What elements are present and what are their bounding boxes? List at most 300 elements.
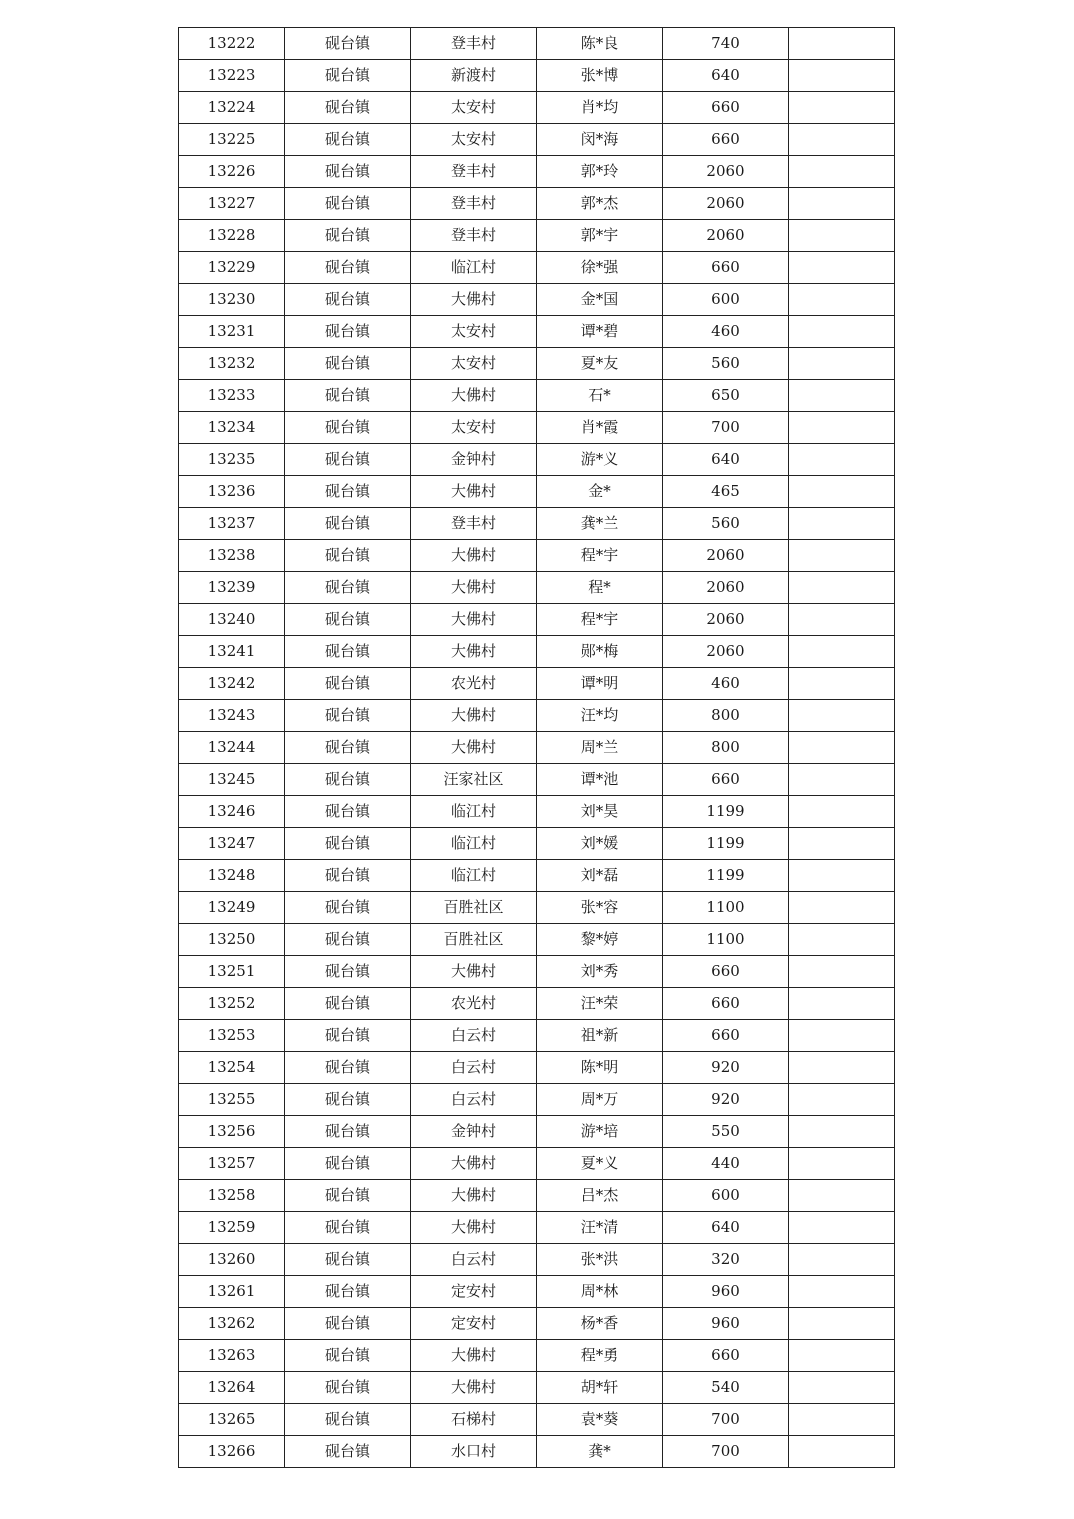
amount-cell: 660 — [663, 1340, 789, 1372]
table-row — [179, 1020, 895, 1052]
village-cell: 太安村 — [411, 92, 537, 124]
amount-cell: 2060 — [663, 220, 789, 252]
person-name-cell: 龚*兰 — [537, 508, 663, 540]
person-name-cell: 陈*良 — [537, 28, 663, 60]
village-cell: 大佛村 — [411, 636, 537, 668]
amount-cell: 1100 — [663, 924, 789, 956]
note-cell — [789, 1372, 895, 1404]
serial-number-cell: 13257 — [179, 1148, 285, 1180]
village-cell: 大佛村 — [411, 284, 537, 316]
note-cell — [789, 1052, 895, 1084]
amount-cell: 920 — [663, 1052, 789, 1084]
town-cell: 砚台镇 — [285, 924, 411, 956]
person-name-cell: 程*宇 — [537, 540, 663, 572]
note-cell — [789, 1404, 895, 1436]
serial-number-cell: 13247 — [179, 828, 285, 860]
note-cell — [789, 636, 895, 668]
village-cell: 太安村 — [411, 412, 537, 444]
note-cell — [789, 220, 895, 252]
village-cell: 大佛村 — [411, 1148, 537, 1180]
village-cell: 太安村 — [411, 348, 537, 380]
note-cell — [789, 316, 895, 348]
village-cell: 白云村 — [411, 1020, 537, 1052]
note-cell — [789, 380, 895, 412]
town-cell: 砚台镇 — [285, 860, 411, 892]
table-row — [179, 156, 895, 188]
amount-cell: 1199 — [663, 796, 789, 828]
person-name-cell: 金*国 — [537, 284, 663, 316]
serial-number-cell: 13224 — [179, 92, 285, 124]
village-cell: 登丰村 — [411, 188, 537, 220]
note-cell — [789, 860, 895, 892]
person-name-cell: 陈*明 — [537, 1052, 663, 1084]
note-cell — [789, 700, 895, 732]
person-name-cell: 夏*义 — [537, 1148, 663, 1180]
person-name-cell: 周*万 — [537, 1084, 663, 1116]
note-cell — [789, 956, 895, 988]
amount-cell: 800 — [663, 732, 789, 764]
person-name-cell: 杨*香 — [537, 1308, 663, 1340]
amount-cell: 660 — [663, 1020, 789, 1052]
person-name-cell: 刘*秀 — [537, 956, 663, 988]
town-cell: 砚台镇 — [285, 1404, 411, 1436]
serial-number-cell: 13230 — [179, 284, 285, 316]
serial-number-cell: 13232 — [179, 348, 285, 380]
person-name-cell: 程*宇 — [537, 604, 663, 636]
serial-number-cell: 13240 — [179, 604, 285, 636]
town-cell: 砚台镇 — [285, 1340, 411, 1372]
village-cell: 登丰村 — [411, 28, 537, 60]
table-row — [179, 1436, 895, 1468]
town-cell: 砚台镇 — [285, 636, 411, 668]
note-cell — [789, 476, 895, 508]
table-row — [179, 540, 895, 572]
person-name-cell: 程*勇 — [537, 1340, 663, 1372]
serial-number-cell: 13231 — [179, 316, 285, 348]
serial-number-cell: 13262 — [179, 1308, 285, 1340]
amount-cell: 800 — [663, 700, 789, 732]
note-cell — [789, 1116, 895, 1148]
table-row — [179, 668, 895, 700]
table-row — [179, 732, 895, 764]
person-name-cell: 张*洪 — [537, 1244, 663, 1276]
serial-number-cell: 13255 — [179, 1084, 285, 1116]
table-row — [179, 1372, 895, 1404]
serial-number-cell: 13261 — [179, 1276, 285, 1308]
person-name-cell: 胡*轩 — [537, 1372, 663, 1404]
amount-cell: 2060 — [663, 156, 789, 188]
village-cell: 大佛村 — [411, 956, 537, 988]
town-cell: 砚台镇 — [285, 764, 411, 796]
amount-cell: 700 — [663, 1404, 789, 1436]
serial-number-cell: 13223 — [179, 60, 285, 92]
village-cell: 大佛村 — [411, 1340, 537, 1372]
person-name-cell: 徐*强 — [537, 252, 663, 284]
note-cell — [789, 188, 895, 220]
note-cell — [789, 28, 895, 60]
amount-cell: 2060 — [663, 636, 789, 668]
amount-cell: 1199 — [663, 860, 789, 892]
town-cell: 砚台镇 — [285, 92, 411, 124]
amount-cell: 2060 — [663, 604, 789, 636]
town-cell: 砚台镇 — [285, 1212, 411, 1244]
town-cell: 砚台镇 — [285, 572, 411, 604]
roster-table — [178, 27, 895, 1468]
amount-cell: 2060 — [663, 572, 789, 604]
town-cell: 砚台镇 — [285, 1308, 411, 1340]
person-name-cell: 石* — [537, 380, 663, 412]
note-cell — [789, 1180, 895, 1212]
village-cell: 百胜社区 — [411, 892, 537, 924]
amount-cell: 460 — [663, 668, 789, 700]
amount-cell: 550 — [663, 1116, 789, 1148]
note-cell — [789, 1020, 895, 1052]
amount-cell: 600 — [663, 1180, 789, 1212]
serial-number-cell: 13239 — [179, 572, 285, 604]
table-row — [179, 1340, 895, 1372]
village-cell: 临江村 — [411, 828, 537, 860]
serial-number-cell: 13233 — [179, 380, 285, 412]
amount-cell: 460 — [663, 316, 789, 348]
table-row — [179, 444, 895, 476]
serial-number-cell: 13254 — [179, 1052, 285, 1084]
table-row — [179, 604, 895, 636]
note-cell — [789, 156, 895, 188]
table-row — [179, 220, 895, 252]
note-cell — [789, 348, 895, 380]
amount-cell: 2060 — [663, 188, 789, 220]
amount-cell: 640 — [663, 60, 789, 92]
village-cell: 金钟村 — [411, 1116, 537, 1148]
note-cell — [789, 892, 895, 924]
amount-cell: 660 — [663, 988, 789, 1020]
village-cell: 定安村 — [411, 1308, 537, 1340]
person-name-cell: 汪*清 — [537, 1212, 663, 1244]
note-cell — [789, 796, 895, 828]
table-row — [179, 412, 895, 444]
village-cell: 白云村 — [411, 1084, 537, 1116]
serial-number-cell: 13234 — [179, 412, 285, 444]
village-cell: 太安村 — [411, 316, 537, 348]
village-cell: 农光村 — [411, 988, 537, 1020]
town-cell: 砚台镇 — [285, 956, 411, 988]
village-cell: 水口村 — [411, 1436, 537, 1468]
table-row — [179, 252, 895, 284]
person-name-cell: 张*博 — [537, 60, 663, 92]
town-cell: 砚台镇 — [285, 892, 411, 924]
person-name-cell: 周*林 — [537, 1276, 663, 1308]
person-name-cell: 黎*婷 — [537, 924, 663, 956]
person-name-cell: 谭*明 — [537, 668, 663, 700]
note-cell — [789, 572, 895, 604]
table-row — [179, 508, 895, 540]
amount-cell: 320 — [663, 1244, 789, 1276]
table-row — [179, 764, 895, 796]
table-row — [179, 92, 895, 124]
serial-number-cell: 13229 — [179, 252, 285, 284]
amount-cell: 640 — [663, 444, 789, 476]
note-cell — [789, 668, 895, 700]
amount-cell: 960 — [663, 1276, 789, 1308]
serial-number-cell: 13222 — [179, 28, 285, 60]
town-cell: 砚台镇 — [285, 1052, 411, 1084]
table-row — [179, 284, 895, 316]
village-cell: 登丰村 — [411, 156, 537, 188]
town-cell: 砚台镇 — [285, 1244, 411, 1276]
person-name-cell: 肖*均 — [537, 92, 663, 124]
person-name-cell: 吕*杰 — [537, 1180, 663, 1212]
village-cell: 定安村 — [411, 1276, 537, 1308]
town-cell: 砚台镇 — [285, 220, 411, 252]
serial-number-cell: 13265 — [179, 1404, 285, 1436]
village-cell: 大佛村 — [411, 732, 537, 764]
town-cell: 砚台镇 — [285, 604, 411, 636]
town-cell: 砚台镇 — [285, 508, 411, 540]
village-cell: 大佛村 — [411, 380, 537, 412]
village-cell: 汪家社区 — [411, 764, 537, 796]
serial-number-cell: 13249 — [179, 892, 285, 924]
village-cell: 大佛村 — [411, 540, 537, 572]
town-cell: 砚台镇 — [285, 796, 411, 828]
table-row — [179, 1116, 895, 1148]
town-cell: 砚台镇 — [285, 668, 411, 700]
note-cell — [789, 764, 895, 796]
village-cell: 登丰村 — [411, 220, 537, 252]
serial-number-cell: 13251 — [179, 956, 285, 988]
town-cell: 砚台镇 — [285, 1436, 411, 1468]
roster-table-body — [179, 28, 895, 1468]
note-cell — [789, 1244, 895, 1276]
town-cell: 砚台镇 — [285, 60, 411, 92]
village-cell: 大佛村 — [411, 1372, 537, 1404]
town-cell: 砚台镇 — [285, 316, 411, 348]
table-row — [179, 1276, 895, 1308]
person-name-cell: 汪*均 — [537, 700, 663, 732]
village-cell: 白云村 — [411, 1244, 537, 1276]
town-cell: 砚台镇 — [285, 156, 411, 188]
person-name-cell: 金* — [537, 476, 663, 508]
amount-cell: 560 — [663, 348, 789, 380]
amount-cell: 1100 — [663, 892, 789, 924]
note-cell — [789, 1212, 895, 1244]
person-name-cell: 程* — [537, 572, 663, 604]
serial-number-cell: 13226 — [179, 156, 285, 188]
person-name-cell: 刘*媛 — [537, 828, 663, 860]
serial-number-cell: 13259 — [179, 1212, 285, 1244]
note-cell — [789, 1308, 895, 1340]
village-cell: 石梯村 — [411, 1404, 537, 1436]
table-row — [179, 348, 895, 380]
amount-cell: 440 — [663, 1148, 789, 1180]
village-cell: 大佛村 — [411, 604, 537, 636]
note-cell — [789, 924, 895, 956]
note-cell — [789, 1084, 895, 1116]
village-cell: 百胜社区 — [411, 924, 537, 956]
table-row — [179, 572, 895, 604]
serial-number-cell: 13225 — [179, 124, 285, 156]
town-cell: 砚台镇 — [285, 988, 411, 1020]
person-name-cell: 周*兰 — [537, 732, 663, 764]
amount-cell: 600 — [663, 284, 789, 316]
town-cell: 砚台镇 — [285, 1276, 411, 1308]
person-name-cell: 夏*友 — [537, 348, 663, 380]
amount-cell: 920 — [663, 1084, 789, 1116]
person-name-cell: 游*培 — [537, 1116, 663, 1148]
note-cell — [789, 1340, 895, 1372]
town-cell: 砚台镇 — [285, 412, 411, 444]
village-cell: 金钟村 — [411, 444, 537, 476]
amount-cell: 960 — [663, 1308, 789, 1340]
table-row — [179, 1052, 895, 1084]
town-cell: 砚台镇 — [285, 1084, 411, 1116]
table-row — [179, 28, 895, 60]
serial-number-cell: 13241 — [179, 636, 285, 668]
person-name-cell: 郭*玲 — [537, 156, 663, 188]
person-name-cell: 张*容 — [537, 892, 663, 924]
serial-number-cell: 13242 — [179, 668, 285, 700]
town-cell: 砚台镇 — [285, 1020, 411, 1052]
town-cell: 砚台镇 — [285, 284, 411, 316]
serial-number-cell: 13248 — [179, 860, 285, 892]
serial-number-cell: 13264 — [179, 1372, 285, 1404]
table-row — [179, 1180, 895, 1212]
village-cell: 大佛村 — [411, 572, 537, 604]
serial-number-cell: 13266 — [179, 1436, 285, 1468]
serial-number-cell: 13244 — [179, 732, 285, 764]
town-cell: 砚台镇 — [285, 252, 411, 284]
note-cell — [789, 252, 895, 284]
amount-cell: 640 — [663, 1212, 789, 1244]
person-name-cell: 祖*新 — [537, 1020, 663, 1052]
table-row — [179, 380, 895, 412]
note-cell — [789, 412, 895, 444]
note-cell — [789, 604, 895, 636]
serial-number-cell: 13237 — [179, 508, 285, 540]
note-cell — [789, 828, 895, 860]
amount-cell: 540 — [663, 1372, 789, 1404]
person-name-cell: 闵*海 — [537, 124, 663, 156]
town-cell: 砚台镇 — [285, 28, 411, 60]
serial-number-cell: 13260 — [179, 1244, 285, 1276]
person-name-cell: 游*义 — [537, 444, 663, 476]
table-row — [179, 124, 895, 156]
town-cell: 砚台镇 — [285, 700, 411, 732]
table-row — [179, 1244, 895, 1276]
note-cell — [789, 508, 895, 540]
table-row — [179, 956, 895, 988]
person-name-cell: 袁*葵 — [537, 1404, 663, 1436]
amount-cell: 660 — [663, 92, 789, 124]
person-name-cell: 刘*磊 — [537, 860, 663, 892]
serial-number-cell: 13238 — [179, 540, 285, 572]
table-row — [179, 988, 895, 1020]
table-row — [179, 828, 895, 860]
note-cell — [789, 1436, 895, 1468]
town-cell: 砚台镇 — [285, 380, 411, 412]
table-row — [179, 188, 895, 220]
table-row — [179, 1148, 895, 1180]
serial-number-cell: 13228 — [179, 220, 285, 252]
note-cell — [789, 732, 895, 764]
village-cell: 新渡村 — [411, 60, 537, 92]
table-row — [179, 1404, 895, 1436]
serial-number-cell: 13258 — [179, 1180, 285, 1212]
serial-number-cell: 13263 — [179, 1340, 285, 1372]
serial-number-cell: 13256 — [179, 1116, 285, 1148]
village-cell: 太安村 — [411, 124, 537, 156]
table-row — [179, 796, 895, 828]
note-cell — [789, 540, 895, 572]
amount-cell: 700 — [663, 1436, 789, 1468]
serial-number-cell: 13245 — [179, 764, 285, 796]
town-cell: 砚台镇 — [285, 444, 411, 476]
serial-number-cell: 13250 — [179, 924, 285, 956]
serial-number-cell: 13235 — [179, 444, 285, 476]
amount-cell: 1199 — [663, 828, 789, 860]
person-name-cell: 郭*宇 — [537, 220, 663, 252]
serial-number-cell: 13253 — [179, 1020, 285, 1052]
serial-number-cell: 13227 — [179, 188, 285, 220]
amount-cell: 560 — [663, 508, 789, 540]
village-cell: 临江村 — [411, 796, 537, 828]
town-cell: 砚台镇 — [285, 348, 411, 380]
note-cell — [789, 988, 895, 1020]
town-cell: 砚台镇 — [285, 1148, 411, 1180]
note-cell — [789, 60, 895, 92]
amount-cell: 465 — [663, 476, 789, 508]
amount-cell: 660 — [663, 252, 789, 284]
town-cell: 砚台镇 — [285, 540, 411, 572]
town-cell: 砚台镇 — [285, 828, 411, 860]
person-name-cell: 郭*杰 — [537, 188, 663, 220]
table-row — [179, 1212, 895, 1244]
table-row — [179, 860, 895, 892]
serial-number-cell: 13246 — [179, 796, 285, 828]
village-cell: 大佛村 — [411, 1180, 537, 1212]
amount-cell: 660 — [663, 764, 789, 796]
note-cell — [789, 444, 895, 476]
table-row — [179, 636, 895, 668]
table-row — [179, 60, 895, 92]
person-name-cell: 汪*荣 — [537, 988, 663, 1020]
town-cell: 砚台镇 — [285, 1180, 411, 1212]
village-cell: 大佛村 — [411, 700, 537, 732]
village-cell: 登丰村 — [411, 508, 537, 540]
note-cell — [789, 1148, 895, 1180]
town-cell: 砚台镇 — [285, 1372, 411, 1404]
person-name-cell: 谭*池 — [537, 764, 663, 796]
town-cell: 砚台镇 — [285, 1116, 411, 1148]
serial-number-cell: 13236 — [179, 476, 285, 508]
table-row — [179, 1084, 895, 1116]
town-cell: 砚台镇 — [285, 124, 411, 156]
amount-cell: 660 — [663, 956, 789, 988]
amount-cell: 740 — [663, 28, 789, 60]
person-name-cell: 郧*梅 — [537, 636, 663, 668]
table-row — [179, 892, 895, 924]
table-row — [179, 924, 895, 956]
town-cell: 砚台镇 — [285, 188, 411, 220]
person-name-cell: 谭*碧 — [537, 316, 663, 348]
amount-cell: 660 — [663, 124, 789, 156]
village-cell: 大佛村 — [411, 1212, 537, 1244]
note-cell — [789, 284, 895, 316]
person-name-cell: 龚* — [537, 1436, 663, 1468]
village-cell: 白云村 — [411, 1052, 537, 1084]
amount-cell: 2060 — [663, 540, 789, 572]
village-cell: 大佛村 — [411, 476, 537, 508]
town-cell: 砚台镇 — [285, 732, 411, 764]
